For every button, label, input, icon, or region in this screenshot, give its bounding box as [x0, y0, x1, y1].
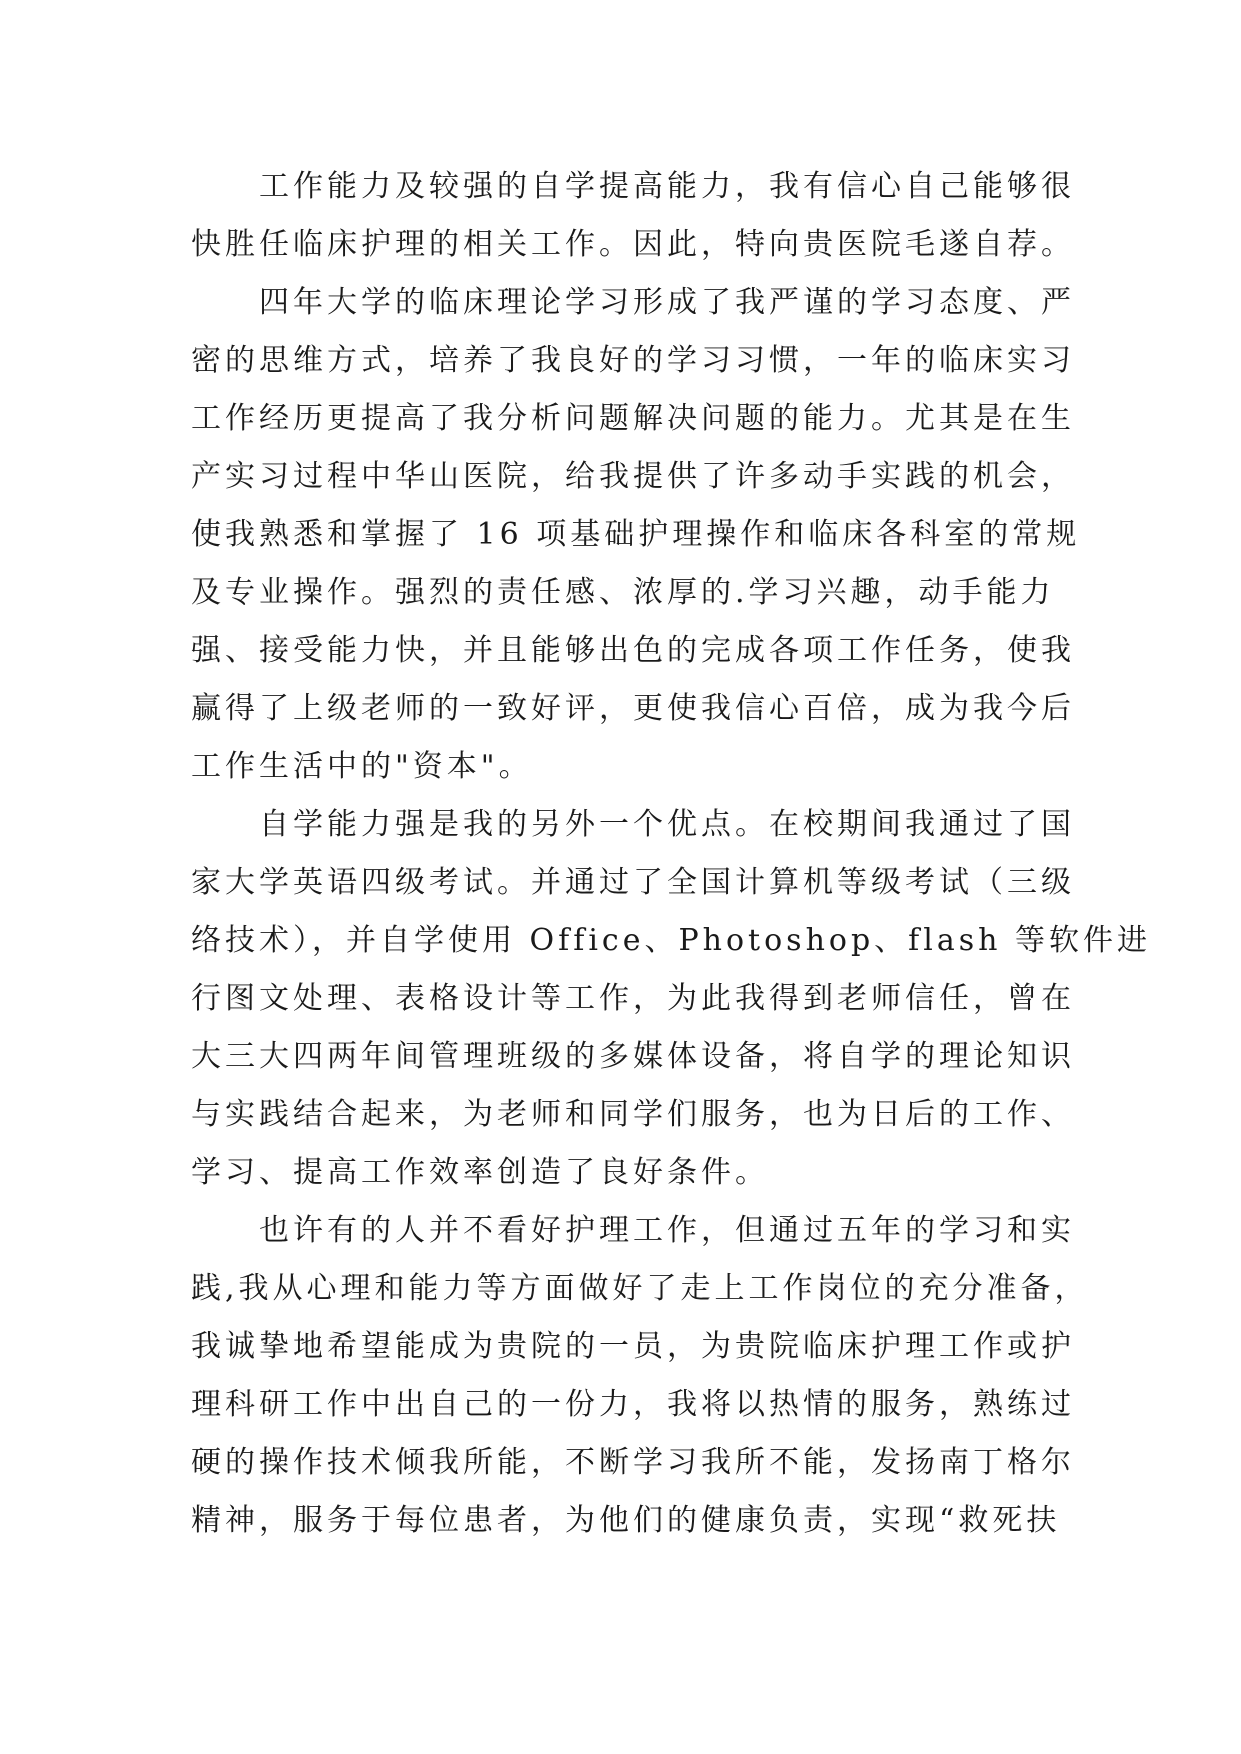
paragraph: [191, 158, 1075, 274]
text-line: 家大学英语四级考试。并通过了全国计算机等级考试（三级: [191, 865, 1075, 900]
text-line: 快胜任临床护理的相关工作。因此，特向贵医院毛遂自荐。: [191, 227, 1075, 262]
text-line: 自学能力强是我的另外一个优点。在校期间我通过了国: [259, 807, 1075, 842]
text-line: 密的思维方式，培养了我良好的学习习惯，一年的临床实习: [191, 343, 1075, 378]
text-line: 四年大学的临床理论学习形成了我严谨的学习态度、严: [259, 285, 1075, 320]
text-line: 也许有的人并不看好护理工作，但通过五年的学习和实: [259, 1213, 1075, 1248]
text-line: 及专业操作。强烈的责任感、浓厚的.学习兴趣，动手能力: [191, 575, 1055, 610]
text-line: 硬的操作技术倾我所能，不断学习我所不能，发扬南丁格尔: [191, 1445, 1075, 1480]
text-line: 精神，服务于每位患者，为他们的健康负责，实现“救死扶: [191, 1503, 1061, 1538]
text-line: 工作经历更提高了我分析问题解决问题的能力。尤其是在生: [191, 401, 1075, 436]
paragraph: [191, 796, 1151, 1202]
text-line: 使我熟悉和掌握了 16 项基础护理操作和临床各科室的常规: [191, 517, 1081, 552]
paragraph: [191, 274, 1081, 796]
text-line: 工作生活中的"资本"。: [191, 749, 533, 784]
document-body: [191, 158, 1151, 1550]
text-line: 我诚挚地希望能成为贵院的一员，为贵院临床护理工作或护: [191, 1329, 1075, 1364]
text-line: 大三大四两年间管理班级的多媒体设备，将自学的理论知识: [191, 1039, 1075, 1074]
text-line: 学习、提高工作效率创造了良好条件。: [191, 1155, 769, 1190]
text-line: 强、接受能力快，并且能够出色的完成各项工作任务，使我: [191, 633, 1075, 668]
text-line: 络技术），并自学使用 Office、Photoshop、flash 等软件进: [191, 923, 1151, 958]
text-line: 工作能力及较强的自学提高能力，我有信心自己能够很: [259, 169, 1075, 204]
text-line: 理科研工作中出自己的一份力，我将以热情的服务，熟练过: [191, 1387, 1075, 1422]
text-line: 行图文处理、表格设计等工作，为此我得到老师信任，曾在: [191, 981, 1075, 1016]
paragraph: [191, 1202, 1089, 1550]
text-line: 践,我从心理和能力等方面做好了走上工作岗位的充分准备，: [191, 1271, 1089, 1306]
text-line: 赢得了上级老师的一致好评，更使我信心百倍，成为我今后: [191, 691, 1075, 726]
text-line: 产实习过程中华山医院，给我提供了许多动手实践的机会，: [191, 459, 1075, 494]
text-line: 与实践结合起来，为老师和同学们服务，也为日后的工作、: [191, 1097, 1075, 1132]
